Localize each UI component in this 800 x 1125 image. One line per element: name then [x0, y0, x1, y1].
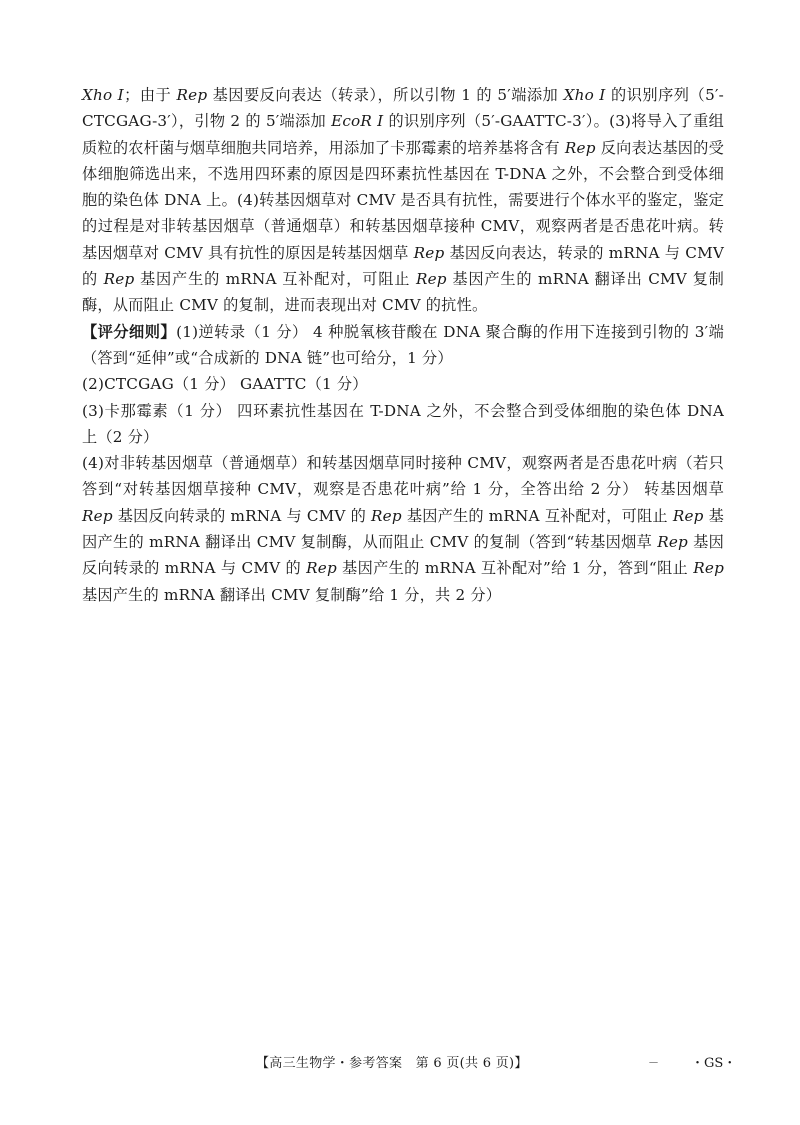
answer-content [82, 82, 724, 608]
text-run: 基因产生的 mRNA 翻译出 CMV 复制酶，从而阻止 CMV 的复制（答到“转基因烟草 [82, 506, 725, 552]
text-run: 基因产生的 mRNA 翻译出 CMV 复制酶，从而阻止 CMV 的复制，进而表现出对 CMV 的抗性。 [82, 270, 724, 315]
gene-term: Rep [371, 506, 402, 525]
answer-explanation-paragraph [82, 82, 724, 319]
footer-dash: － [648, 1056, 659, 1069]
gene-term: Rep [564, 138, 596, 157]
scoring-item-4 [82, 450, 724, 608]
gene-term: Rep [176, 86, 208, 104]
scoring-item-1: (1)逆转录（1 分） 4 种脱氧核苷酸在 DNA 聚合酶的作用下连接到引物的 3′端（答到“延伸”或“合成新的 DNA 链”也可给分，1 分） [82, 322, 724, 367]
text-run: 基因产生的 mRNA 互补配对，可阻止 [134, 270, 416, 289]
text-run: 基因产生的 mRNA 互补配对，可阻止 [401, 506, 673, 525]
text-run: 基因反向表达，转录的 mRNA 与 CMV 的 [82, 243, 724, 289]
scoring-item-3: (3)卡那霉素（1 分） 四环素抗性基因在 T-DNA 之外，不会整合到受体细胞的染色体 DNA 上（2 分） [82, 401, 724, 446]
text-run: 反向表达基因的受体细胞筛选出来，不选用四环素的原因是四环素抗性基因在 T-DNA 之外，不会整合到受体细胞的染色体 DNA 上。(4)转基因烟草对 CMV 是否具有抗性，需要进行个体水平的鉴定，鉴定的过程是对非转基因烟草（普通烟草）和转基因烟草接种 CMV，观察两者是否患花叶病。转基因烟草对 CMV 具有抗性的原因是转基因烟草 [82, 138, 724, 262]
text-run: 基因反向转录的 mRNA 与 CMV 的 [112, 506, 372, 525]
gene-term: Rep [82, 506, 113, 525]
gene-term: Xho Ⅰ [82, 86, 125, 104]
text-run: 基因产生的 mRNA 互补配对”给 1 分，答到“阻止 [336, 559, 694, 578]
gene-term: Rep [672, 506, 704, 525]
scoring-rules-tag: 【评分细则】 [82, 322, 177, 341]
text-run: ；由于 [124, 86, 177, 104]
scoring-item-2: (2)CTCGAG（1 分） GAATTC（1 分） [82, 375, 368, 394]
gene-term: Rep [413, 243, 445, 262]
gene-term: Xho Ⅰ [563, 86, 606, 104]
gene-term: Rep [657, 533, 688, 552]
text-run: 基因反向转录的 mRNA 与 CMV 的 [82, 533, 725, 578]
footer-region-code: ・GS・ [691, 1056, 737, 1071]
text-run: (4)对非转基因烟草（普通烟草）和转基因烟草同时接种 CMV，观察两者是否患花叶病（若只答到“对转基因烟草接种 CMV，观察是否患花叶病”给 1 分，全答出给 2 分） 转基因烟草 [82, 454, 724, 499]
footer-page-info: 【高三生物学・参考答案 第 6 页(共 6 页)】 [256, 1056, 528, 1071]
text-run: 基因产生的 mRNA 翻译出 CMV 复制酶”给 1 分，共 2 分） [82, 585, 502, 604]
gene-term: Rep [306, 559, 337, 578]
text-run: 的识别序列（5′-CTCGAG-3′），引物 2 的 5′端添加 [82, 86, 724, 131]
gene-term: Rep [415, 270, 447, 289]
page-footer [0, 1052, 800, 1076]
gene-term: Rep [103, 270, 135, 289]
gene-term: EcoR Ⅰ [331, 112, 384, 131]
scoring-rules-paragraph [82, 319, 724, 372]
text-run: 的识别序列（5′-GAATTC-3′）。(3)将导入了重组质粒的农杆菌与烟草细胞共同培养，用添加了卡那霉素的培养基将含有 [82, 112, 724, 157]
gene-term: Rep [693, 559, 724, 578]
text-run: 基因要反向表达（转录），所以引物 1 的 5′端添加 [207, 86, 564, 104]
